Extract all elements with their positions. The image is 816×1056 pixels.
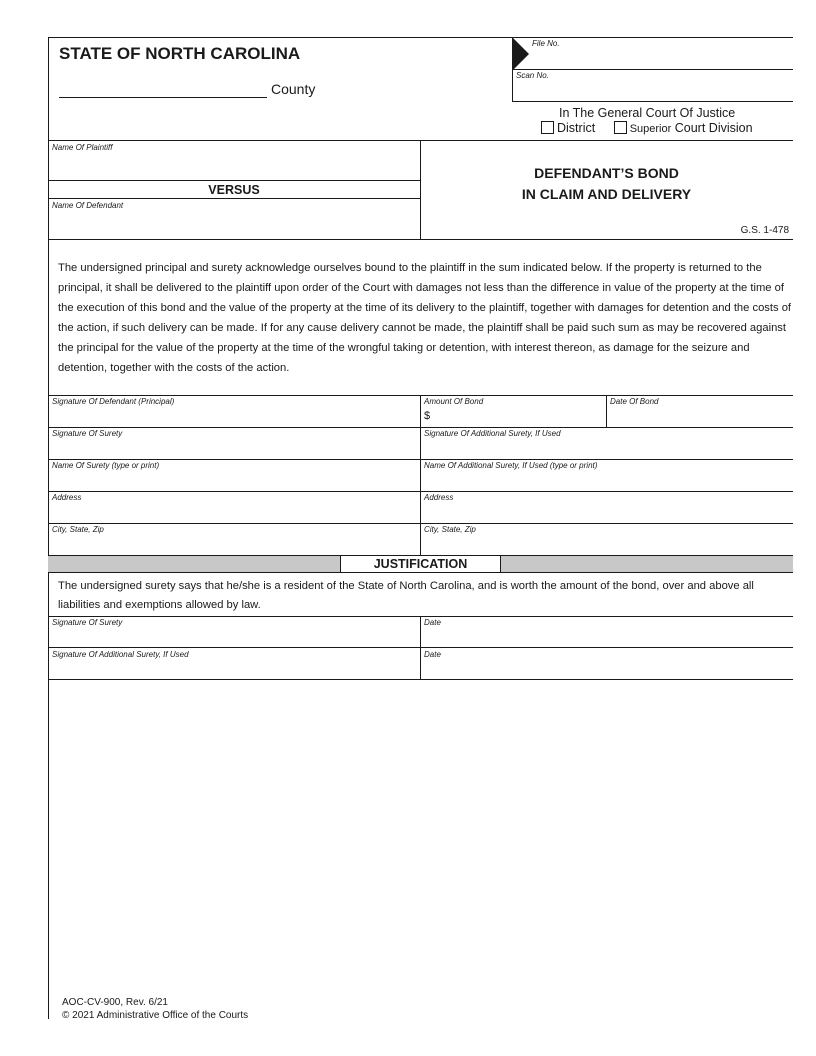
file-box-divider xyxy=(512,69,793,70)
name-surety-field[interactable] xyxy=(52,472,416,490)
just-date-2-field[interactable] xyxy=(424,661,790,678)
name-surety-label: Name Of Surety (type or print) xyxy=(52,461,160,470)
versus-bottom-line xyxy=(48,198,420,199)
file-box-bottom xyxy=(512,101,793,102)
justification-heading: JUSTIFICATION xyxy=(340,555,501,573)
plaintiff-label: Name Of Plaintiff xyxy=(52,143,113,152)
just-sig-surety-field[interactable] xyxy=(52,629,416,647)
versus-label: VERSUS xyxy=(208,183,260,197)
scan-no-field[interactable] xyxy=(560,82,790,98)
court-division-label: Court Division xyxy=(674,121,753,135)
address-right-label: Address xyxy=(424,493,454,502)
grid-line-2 xyxy=(48,427,793,428)
versus-top-line xyxy=(48,180,420,181)
address-left-label: Address xyxy=(52,493,82,502)
sig-surety-field[interactable] xyxy=(52,440,416,458)
statute-reference: G.S. 1-478 xyxy=(740,225,789,236)
just-sig-additional-field[interactable] xyxy=(52,661,416,678)
just-date-1-field[interactable] xyxy=(424,629,790,647)
court-name: In The General Court Of Justice xyxy=(559,106,736,120)
district-checkbox[interactable] xyxy=(541,121,554,134)
file-box-top xyxy=(512,37,793,38)
amount-of-bond-label: Amount Of Bond xyxy=(424,397,484,406)
sig-defendant-label: Signature Of Defendant (Principal) xyxy=(52,397,175,406)
address-right-field[interactable] xyxy=(424,504,790,522)
date-of-bond-field[interactable] xyxy=(610,408,790,426)
just-date-2-label: Date xyxy=(424,650,441,659)
plaintiff-name-field[interactable] xyxy=(52,154,416,178)
address-left-field[interactable] xyxy=(52,504,416,522)
form-number: AOC-CV-900, Rev. 6/21 xyxy=(62,997,168,1008)
just-line-2 xyxy=(48,647,793,648)
flag-arrow-icon xyxy=(512,37,532,73)
superior-checkbox[interactable] xyxy=(614,121,627,134)
district-label: District xyxy=(557,121,596,135)
defendant-label: Name Of Defendant xyxy=(52,201,124,210)
county-blank-line[interactable] xyxy=(59,97,267,98)
date-of-bond-label: Date Of Bond xyxy=(610,397,659,406)
amount-symbol: $ xyxy=(424,410,431,422)
name-additional-surety-label: Name Of Additional Surety, If Used (type or print) xyxy=(424,461,598,470)
form-title-line-2: IN CLAIM AND DELIVERY xyxy=(521,186,692,202)
scan-no-label: Scan No. xyxy=(516,71,549,80)
grid-line-4 xyxy=(48,491,793,492)
defendant-name-field[interactable] xyxy=(52,212,416,236)
sig-defendant-field[interactable] xyxy=(52,408,416,426)
sig-surety-label: Signature Of Surety xyxy=(52,429,123,438)
grid-line-3 xyxy=(48,459,793,460)
just-sig-additional-label: Signature Of Additional Surety, If Used xyxy=(52,650,189,659)
amount-of-bond-field[interactable] xyxy=(434,408,602,426)
just-line-3 xyxy=(48,679,793,680)
city-right-label: City, State, Zip xyxy=(424,525,476,534)
county-label: County xyxy=(271,81,316,97)
grid-line-5 xyxy=(48,523,793,524)
superior-label: Superior xyxy=(629,123,672,135)
justification-text: The undersigned surety says that he/she is a resident of the State of North Carolina, and is worth the amount of the bond, over and above all liabilities and exemptions allowed by law. xyxy=(58,580,754,611)
file-no-field[interactable] xyxy=(530,52,790,68)
just-sig-surety-label: Signature Of Surety xyxy=(52,618,123,627)
grid-vertical-date xyxy=(606,395,607,427)
grid-vertical xyxy=(420,395,421,555)
court-division-row xyxy=(541,121,753,135)
bond-paragraph: The undersigned principal and surety acknowledge ourselves bound to the plaintiff in the sum indicated below. If the property is returned to the principal, it shall be delivered to the plaintiff upon order of the Court with damages not less than the difference in value of the property at the time of the execution of this bond and the value of the property at the time of its delivery to the plaintiff, together with damages for detention and the costs of the action, if such delivery can be made. If for any cause delivery cannot be made, the plaintiff shall be paid such sum as may be recovered against the principal for the value of the property at the time of the wrongful taking or detention, with interest thereon, as damage for the seizure and detention, together with the costs of the action. xyxy=(58,262,792,374)
form-title-line-1: DEFENDANT’S BOND xyxy=(534,165,679,181)
sig-additional-surety-label: Signature Of Additional Surety, If Used xyxy=(424,429,561,438)
city-left-label: City, State, Zip xyxy=(52,525,104,534)
top-border xyxy=(48,37,512,38)
city-right-field[interactable] xyxy=(424,536,790,554)
just-date-1-label: Date xyxy=(424,618,441,627)
name-additional-surety-field[interactable] xyxy=(424,472,790,490)
caption-bottom-line xyxy=(48,239,793,240)
file-no-label: File No. xyxy=(532,39,560,48)
copyright: © 2021 Administrative Office of the Courts xyxy=(62,1010,249,1021)
sig-additional-surety-field[interactable] xyxy=(424,440,790,458)
state-title: STATE OF NORTH CAROLINA xyxy=(59,44,301,63)
city-left-field[interactable] xyxy=(52,536,416,554)
